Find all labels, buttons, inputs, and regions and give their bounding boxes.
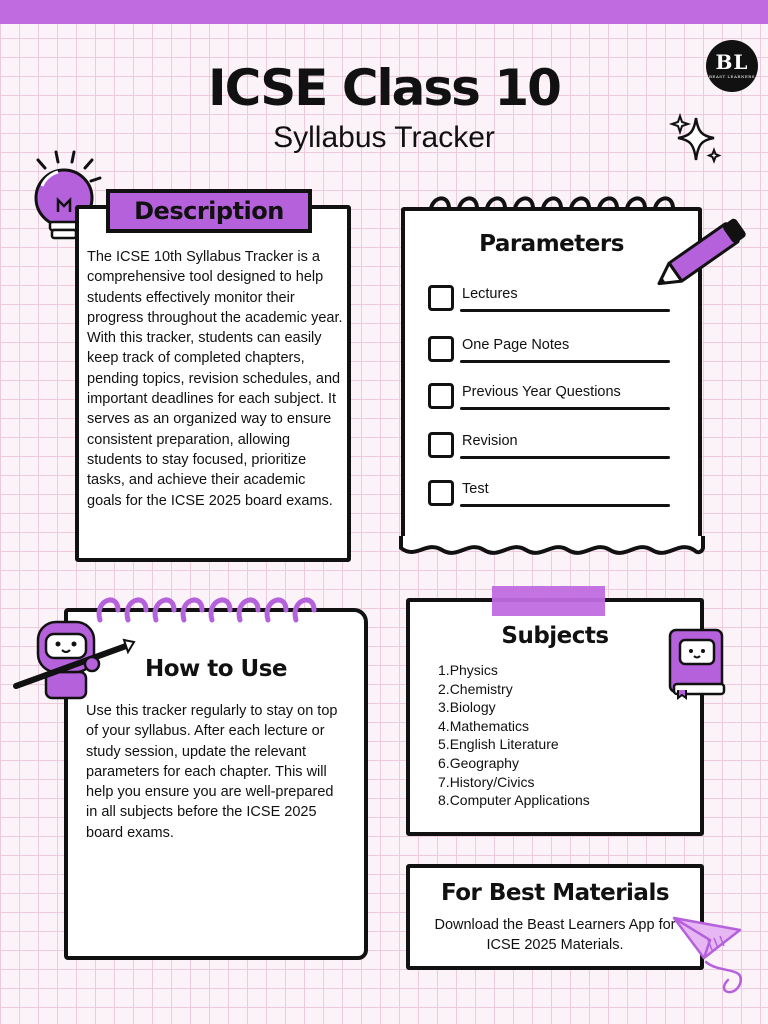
item-name: Computer Applications (449, 792, 590, 809)
book-mascot-icon (664, 626, 730, 700)
item-name: Mathematics (449, 717, 530, 734)
parameters-title: Parameters (479, 231, 624, 257)
list-item (438, 754, 590, 773)
checkbox[interactable] (428, 336, 454, 362)
top-accent-bar (0, 0, 768, 24)
page-subtitle: Syllabus Tracker (273, 121, 495, 154)
tape-strip (492, 586, 605, 616)
description-text: The ICSE 10th Syllabus Tracker is a comprehensive tool designed to help students effectively monitor their progress throughout the academic year. With this tracker, students can easily keep track of completed chapters, pending topics, revision schedules, and important deadlines for each subject. It serves as an organized way to ensure consistent preparation, allowing students to stay focused, prioritize tasks, and achieve their academic goals for the ICSE 2025 board exams. (87, 249, 343, 509)
checkbox[interactable] (428, 480, 454, 506)
write-line (460, 504, 670, 507)
item-name: Chemistry (449, 680, 513, 697)
materials-title: For Best Materials (440, 880, 670, 906)
parameter-label: Previous Year Questions (462, 384, 621, 400)
item-name: History/Civics (449, 773, 535, 790)
how-to-use-title: How to Use (144, 656, 288, 682)
subjects-list (438, 661, 590, 810)
write-line (460, 407, 670, 410)
item-number: 3. (438, 699, 450, 716)
logo-text: BEAST LEARNERS (708, 74, 756, 79)
list-item (438, 698, 590, 717)
list-item (438, 791, 590, 810)
item-number: 1. (438, 662, 450, 678)
item-name: Geography (449, 754, 519, 771)
item-number: 8. (438, 792, 450, 809)
write-line (460, 309, 670, 312)
list-item (438, 661, 590, 680)
list-item (438, 680, 590, 699)
robot-mascot-icon (12, 612, 136, 704)
list-item (438, 735, 590, 754)
description-label: Description (106, 189, 312, 233)
torn-edge (398, 536, 706, 564)
description-card (75, 205, 351, 562)
checkbox[interactable] (428, 285, 454, 311)
materials-text: Download the Beast Learners App for ICSE 2025 Materials. (434, 917, 676, 953)
parameter-label: One Page Notes (462, 337, 570, 353)
parameter-row-notes (428, 336, 673, 366)
page-title: ICSE Class 10 (208, 59, 560, 117)
item-number: 7. (438, 773, 450, 790)
subjects-title: Subjects (501, 623, 609, 649)
item-name: English Literature (449, 736, 559, 753)
parameter-label: Lectures (462, 286, 518, 302)
parameter-label: Revision (462, 433, 518, 449)
item-number: 5. (438, 736, 450, 753)
list-item (438, 773, 590, 792)
item-number: 6. (438, 754, 450, 771)
parameter-label: Test (462, 481, 489, 497)
parameter-row-pyq (428, 383, 673, 413)
item-number: 2. (438, 680, 450, 697)
pencil-icon (648, 206, 758, 302)
item-name: Biology (449, 699, 496, 716)
item-name: Physics (449, 662, 498, 678)
list-item (438, 717, 590, 736)
how-to-use-text: Use this tracker regularly to stay on top of your syllabus. After each lecture or study session, update the relevant parameters for each chapter. This will help you ensure you are well-prepared in all subjects before the ICSE 2025 board exams. (86, 703, 338, 841)
parameter-row-test (428, 480, 673, 510)
checkbox[interactable] (428, 432, 454, 458)
checkbox[interactable] (428, 383, 454, 409)
write-line (460, 456, 670, 459)
parameter-row-revision (428, 432, 673, 462)
sparkle-icon (668, 112, 724, 168)
logo-mark: BL (715, 50, 749, 74)
item-number: 4. (438, 717, 450, 734)
parameter-row-lectures (428, 285, 673, 315)
write-line (460, 360, 670, 363)
paper-plane-icon (670, 910, 750, 1000)
